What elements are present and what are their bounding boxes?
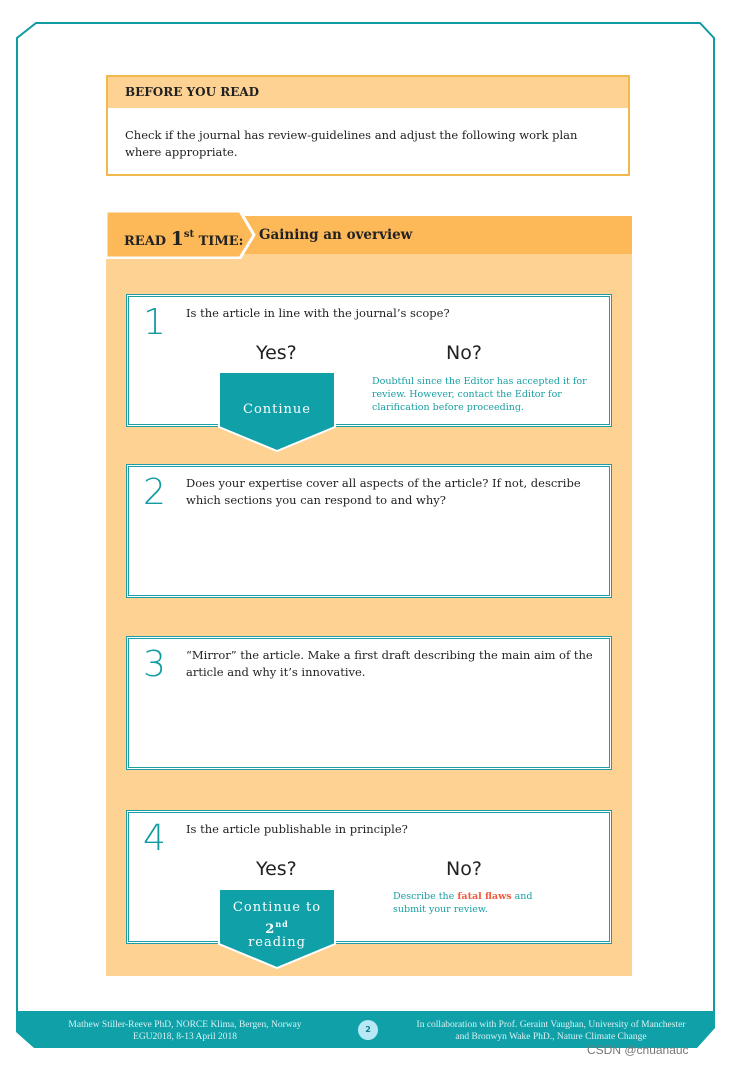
before-you-read-text: Check if the journal has review-guidelines and adjust the following work plan where appropriate. xyxy=(125,128,578,159)
yes-label: Yes? xyxy=(256,342,297,364)
tab-suffix: st xyxy=(183,229,195,240)
continue-button[interactable] xyxy=(218,371,336,452)
step-question: Does your expertise cover all aspects of the article? If not, describe which sections you can respond to and why? xyxy=(186,476,581,507)
no-explanation xyxy=(393,890,563,916)
watermark: CSDN @chuanauc xyxy=(587,1043,689,1057)
fatal-flaws-highlight: fatal flaws xyxy=(457,891,512,902)
yes-label: Yes? xyxy=(256,858,297,880)
no-text-pre: Describe the xyxy=(393,891,458,902)
footer-right-line1: In collaboration with Prof. Geraint Vaughan, University of Manchester xyxy=(416,1020,686,1030)
no-label: No? xyxy=(446,858,482,880)
read-first-time-section xyxy=(106,216,632,976)
step-card-2 xyxy=(126,464,612,598)
continue-line3: reading xyxy=(248,935,306,950)
step-number: 2 xyxy=(143,472,166,513)
step-question: Is the article publishable in principle? xyxy=(186,822,408,836)
page-number-badge: 2 xyxy=(358,1020,378,1040)
no-label: No? xyxy=(446,342,482,364)
step-question: “Mirror” the article. Make a first draft describing the main aim of the article and why it’s innovative. xyxy=(186,648,593,679)
no-explanation: Doubtful since the Editor has accepted it for review. However, contact the Editor for clarification before proceeding. xyxy=(372,376,587,413)
reading-suffix: nd xyxy=(275,919,289,929)
step-number: 1 xyxy=(143,302,166,343)
step-question: Is the article in line with the journal’s scope? xyxy=(186,306,450,320)
continue-line1: Continue to xyxy=(232,900,322,915)
step-number: 4 xyxy=(143,818,166,859)
footer-left xyxy=(40,1019,330,1043)
no-text-post: and submit your review. xyxy=(393,891,533,915)
footer-left-line2: EGU2018, 8-13 April 2018 xyxy=(133,1032,237,1042)
continue-to-second-reading-button[interactable] xyxy=(218,888,336,969)
tab-word: TIME: xyxy=(198,234,244,249)
before-you-read-title: BEFORE YOU READ xyxy=(108,77,628,108)
step-card-4 xyxy=(126,810,612,944)
step-card-1 xyxy=(126,294,612,427)
reading-number: 2 xyxy=(265,922,276,937)
before-you-read-box xyxy=(106,75,630,176)
continue-label: Continue xyxy=(243,402,311,417)
section-tab-label xyxy=(124,222,243,255)
tab-prefix: READ xyxy=(124,234,167,249)
step-number: 3 xyxy=(143,644,166,685)
tab-number: 1 xyxy=(170,228,184,250)
footer-right xyxy=(392,1019,710,1043)
footer-right-line2: and Bronwyn Wake PhD., Nature Climate Change xyxy=(455,1032,647,1042)
footer-left-line1: Mathew Stiller-Reeve PhD, NORCE Klima, Bergen, Norway xyxy=(68,1020,302,1030)
section-title: Gaining an overview xyxy=(259,227,413,243)
step-card-3 xyxy=(126,636,612,770)
